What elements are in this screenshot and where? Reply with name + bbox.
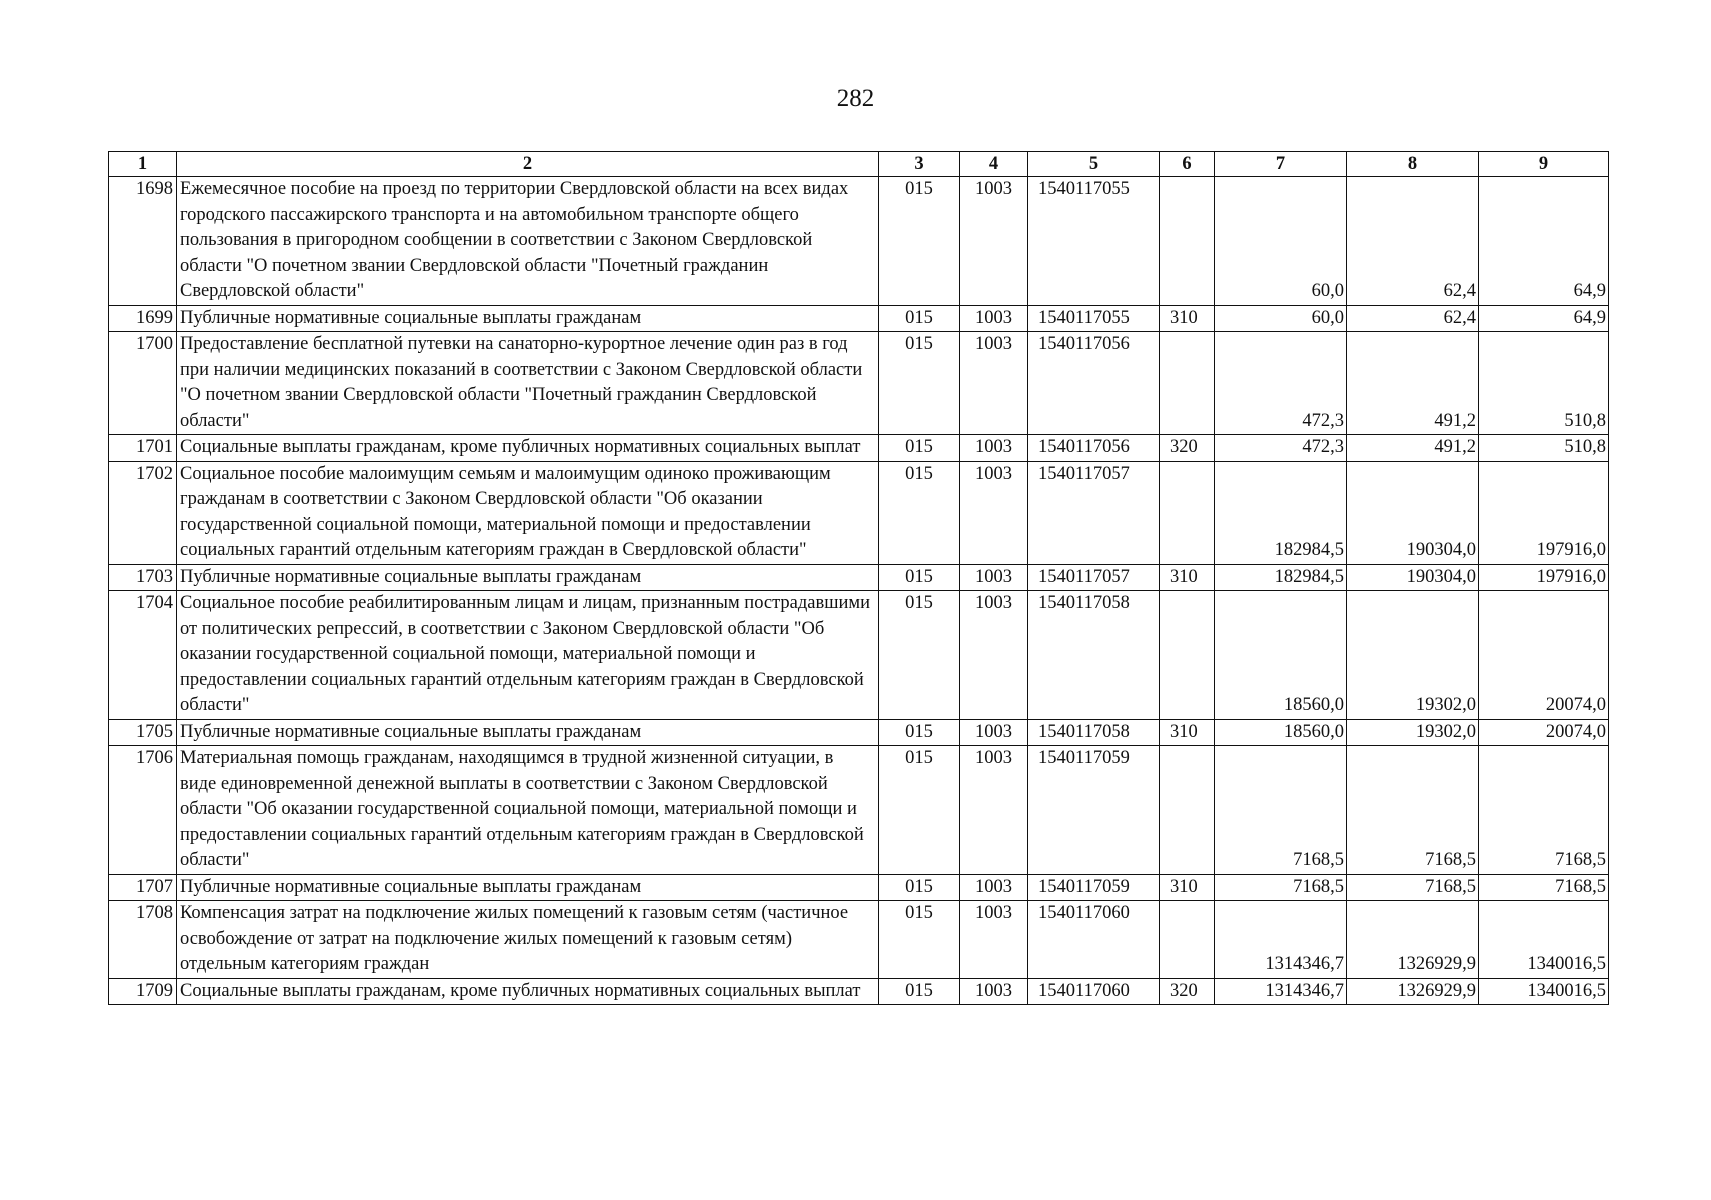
item-name-cell: Публичные нормативные социальные выплаты гражданам	[177, 564, 879, 591]
amount-year3-cell: 64,9	[1479, 305, 1609, 332]
section-code-cell: 1003	[960, 177, 1028, 306]
amount-year3-cell: 1340016,5	[1479, 978, 1609, 1005]
amount-year3-cell: 64,9	[1479, 177, 1609, 306]
amount-year1-cell: 472,3	[1215, 332, 1347, 435]
table-row	[109, 461, 1609, 564]
item-name-cell: Материальная помощь гражданам, находящимся в трудной жизненной ситуации, в виде единовременной денежной выплаты в соответствии с Законом Свердловской области "Об оказании государственной социальной помощи, материальной помощи и предоставлении социальных гарантий отдельным категориям граждан в Свердловской области"	[177, 746, 879, 875]
amount-year1-cell: 7168,5	[1215, 746, 1347, 875]
section-code-cell: 1003	[960, 564, 1028, 591]
item-name-cell: Компенсация затрат на подключение жилых помещений к газовым сетям (частичное освобождение от затрат на подключение жилых помещений к газовым сетям) отдельным категориям граждан	[177, 901, 879, 979]
header-cell: 9	[1479, 152, 1609, 177]
table-row	[109, 332, 1609, 435]
amount-year3-cell: 510,8	[1479, 435, 1609, 462]
table-row	[109, 901, 1609, 979]
amount-year2-cell: 1326929,9	[1347, 901, 1479, 979]
section-code-cell: 1003	[960, 719, 1028, 746]
table-row	[109, 719, 1609, 746]
expense-type-cell: 320	[1160, 435, 1215, 462]
table-row	[109, 177, 1609, 306]
target-code-cell: 1540117055	[1028, 177, 1160, 306]
ministry-code-cell: 015	[879, 719, 960, 746]
amount-year3-cell: 197916,0	[1479, 461, 1609, 564]
ministry-code-cell: 015	[879, 874, 960, 901]
header-row	[109, 152, 1609, 177]
amount-year2-cell: 190304,0	[1347, 564, 1479, 591]
ministry-code-cell: 015	[879, 901, 960, 979]
amount-year1-cell: 182984,5	[1215, 564, 1347, 591]
expense-type-cell: 310	[1160, 564, 1215, 591]
row-number-cell: 1700	[109, 332, 177, 435]
row-number-cell: 1709	[109, 978, 177, 1005]
target-code-cell: 1540117056	[1028, 435, 1160, 462]
amount-year2-cell: 62,4	[1347, 305, 1479, 332]
section-code-cell: 1003	[960, 461, 1028, 564]
target-code-cell: 1540117059	[1028, 746, 1160, 875]
amount-year3-cell: 197916,0	[1479, 564, 1609, 591]
ministry-code-cell: 015	[879, 591, 960, 720]
section-code-cell: 1003	[960, 978, 1028, 1005]
ministry-code-cell: 015	[879, 564, 960, 591]
amount-year3-cell: 7168,5	[1479, 874, 1609, 901]
target-code-cell: 1540117057	[1028, 461, 1160, 564]
amount-year2-cell: 7168,5	[1347, 746, 1479, 875]
target-code-cell: 1540117060	[1028, 978, 1160, 1005]
amount-year2-cell: 190304,0	[1347, 461, 1479, 564]
table-row	[109, 591, 1609, 720]
section-code-cell: 1003	[960, 305, 1028, 332]
amount-year2-cell: 19302,0	[1347, 719, 1479, 746]
expense-type-cell: 310	[1160, 305, 1215, 332]
amount-year1-cell: 60,0	[1215, 305, 1347, 332]
amount-year3-cell: 20074,0	[1479, 719, 1609, 746]
expense-type-cell	[1160, 177, 1215, 306]
target-code-cell: 1540117056	[1028, 332, 1160, 435]
item-name-cell: Социальные выплаты гражданам, кроме публичных нормативных социальных выплат	[177, 435, 879, 462]
row-number-cell: 1699	[109, 305, 177, 332]
row-number-cell: 1707	[109, 874, 177, 901]
row-number-cell: 1704	[109, 591, 177, 720]
amount-year1-cell: 1314346,7	[1215, 978, 1347, 1005]
row-number-cell: 1702	[109, 461, 177, 564]
row-number-cell: 1701	[109, 435, 177, 462]
item-name-cell: Публичные нормативные социальные выплаты гражданам	[177, 719, 879, 746]
expense-type-cell	[1160, 591, 1215, 720]
header-cell: 2	[177, 152, 879, 177]
amount-year1-cell: 7168,5	[1215, 874, 1347, 901]
expense-type-cell: 320	[1160, 978, 1215, 1005]
header-cell: 7	[1215, 152, 1347, 177]
target-code-cell: 1540117060	[1028, 901, 1160, 979]
row-number-cell: 1698	[109, 177, 177, 306]
amount-year1-cell: 472,3	[1215, 435, 1347, 462]
section-code-cell: 1003	[960, 435, 1028, 462]
header-cell: 3	[879, 152, 960, 177]
section-code-cell: 1003	[960, 332, 1028, 435]
header-cell: 5	[1028, 152, 1160, 177]
amount-year1-cell: 60,0	[1215, 177, 1347, 306]
expense-type-cell	[1160, 461, 1215, 564]
ministry-code-cell: 015	[879, 435, 960, 462]
item-name-cell: Социальные выплаты гражданам, кроме публичных нормативных социальных выплат	[177, 978, 879, 1005]
amount-year2-cell: 19302,0	[1347, 591, 1479, 720]
amount-year1-cell: 182984,5	[1215, 461, 1347, 564]
ministry-code-cell: 015	[879, 461, 960, 564]
table-row	[109, 978, 1609, 1005]
budget-table	[108, 151, 1609, 1005]
amount-year2-cell: 491,2	[1347, 435, 1479, 462]
ministry-code-cell: 015	[879, 332, 960, 435]
expense-type-cell: 310	[1160, 874, 1215, 901]
amount-year1-cell: 18560,0	[1215, 719, 1347, 746]
target-code-cell: 1540117058	[1028, 719, 1160, 746]
item-name-cell: Социальное пособие малоимущим семьям и малоимущим одиноко проживающим гражданам в соответствии с Законом Свердловской области "Об оказании государственной социальной помощи, материальной помощи и предоставлении социальных гарантий отдельным категориям граждан в Свердловской области"	[177, 461, 879, 564]
ministry-code-cell: 015	[879, 305, 960, 332]
item-name-cell: Публичные нормативные социальные выплаты гражданам	[177, 874, 879, 901]
table-body	[109, 177, 1609, 1005]
row-number-cell: 1708	[109, 901, 177, 979]
target-code-cell: 1540117055	[1028, 305, 1160, 332]
section-code-cell: 1003	[960, 591, 1028, 720]
item-name-cell: Ежемесячное пособие на проезд по территории Свердловской области на всех видах городского пассажирского транспорта и на автомобильном транспорте общего пользования в пригородном сообщении в соответствии с Законом Свердловской области "О почетном звании Свердловской области "Почетный гражданин Свердловской области"	[177, 177, 879, 306]
amount-year1-cell: 1314346,7	[1215, 901, 1347, 979]
table-row	[109, 564, 1609, 591]
item-name-cell: Предоставление бесплатной путевки на санаторно-курортное лечение один раз в год при наличии медицинских показаний в соответствии с Законом Свердловской области "О почетном звании Свердловской области "Почетный гражданин Свердловской области"	[177, 332, 879, 435]
target-code-cell: 1540117058	[1028, 591, 1160, 720]
amount-year3-cell: 1340016,5	[1479, 901, 1609, 979]
row-number-cell: 1703	[109, 564, 177, 591]
section-code-cell: 1003	[960, 746, 1028, 875]
amount-year1-cell: 18560,0	[1215, 591, 1347, 720]
amount-year2-cell: 491,2	[1347, 332, 1479, 435]
ministry-code-cell: 015	[879, 746, 960, 875]
header-cell: 1	[109, 152, 177, 177]
section-code-cell: 1003	[960, 874, 1028, 901]
item-name-cell: Социальное пособие реабилитированным лицам и лицам, признанным пострадавшими от политических репрессий, в соответствии с Законом Свердловской области "Об оказании государственной социальной помощи, материальной помощи и предоставлении социальных гарантий отдельным категориям граждан в Свердловской области"	[177, 591, 879, 720]
item-name-cell: Публичные нормативные социальные выплаты гражданам	[177, 305, 879, 332]
amount-year3-cell: 20074,0	[1479, 591, 1609, 720]
ministry-code-cell: 015	[879, 978, 960, 1005]
amount-year2-cell: 7168,5	[1347, 874, 1479, 901]
expense-type-cell	[1160, 901, 1215, 979]
table-row	[109, 435, 1609, 462]
amount-year3-cell: 510,8	[1479, 332, 1609, 435]
amount-year3-cell: 7168,5	[1479, 746, 1609, 875]
target-code-cell: 1540117057	[1028, 564, 1160, 591]
table-row	[109, 305, 1609, 332]
amount-year2-cell: 62,4	[1347, 177, 1479, 306]
ministry-code-cell: 015	[879, 177, 960, 306]
expense-type-cell	[1160, 332, 1215, 435]
header-cell: 6	[1160, 152, 1215, 177]
header-cell: 4	[960, 152, 1028, 177]
target-code-cell: 1540117059	[1028, 874, 1160, 901]
header-cell: 8	[1347, 152, 1479, 177]
section-code-cell: 1003	[960, 901, 1028, 979]
expense-type-cell	[1160, 746, 1215, 875]
expense-type-cell: 310	[1160, 719, 1215, 746]
table-row	[109, 746, 1609, 875]
row-number-cell: 1706	[109, 746, 177, 875]
amount-year2-cell: 1326929,9	[1347, 978, 1479, 1005]
table-row	[109, 874, 1609, 901]
row-number-cell: 1705	[109, 719, 177, 746]
page-number: 282	[836, 85, 875, 112]
